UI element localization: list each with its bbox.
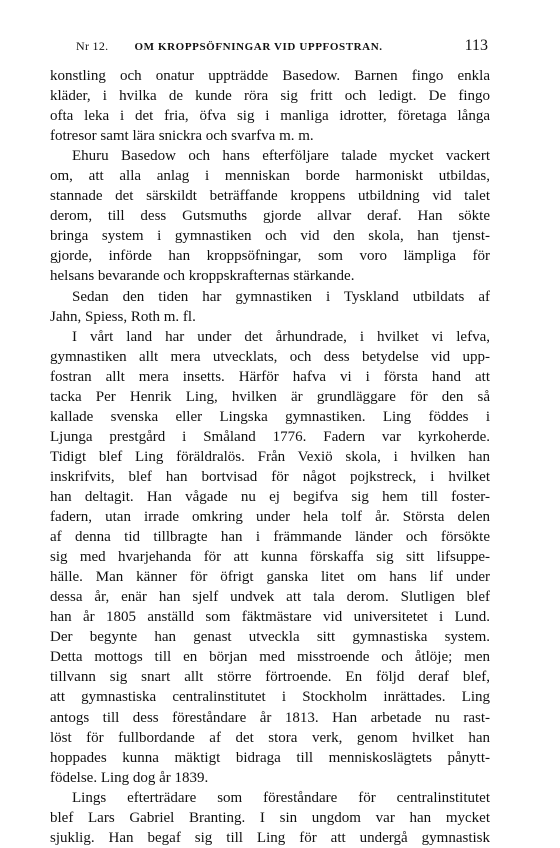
page-number: 113: [464, 37, 488, 54]
text-line: helsans bevarande och kroppskrafternas stärkande.: [50, 268, 355, 285]
text-line: Tidigt blef Ling föräldralös. Från Vexiö skola, i hvilken han: [50, 448, 490, 465]
text-line: hälle. Man känner för öfrigt ganska litet om hans lif under: [50, 569, 490, 586]
text-line: kallade svenska eller Lingska gymnastiken. Ling föddes i: [50, 408, 490, 425]
running-header: [76, 37, 488, 59]
running-title: OM KROPPSÖFNINGAR VID UPPFOSTRAN.: [134, 41, 383, 53]
text-line: stannade det särskildt beträffande kroppens utbildning vid talet: [50, 188, 490, 205]
text-line: sjuklig. Han begaf sig till Ling för att undergå gymnastisk: [50, 829, 490, 846]
text-line: bringa system i gymnastiken och vid den skola, han tjenst-: [50, 228, 490, 245]
text-line: antogs till dess föreståndare år 1813. Han arbetade nu rast-: [50, 709, 490, 726]
text-line: blef Lars Gabriel Branting. I sin ungdom var han mycket: [50, 809, 490, 826]
text-line: hoppades kunna mäktigt bidraga till menniskoslägtets pånytt-: [50, 749, 490, 766]
text-line: att gymnastiska centralinstitutet i Stockholm inrättades. Ling: [50, 689, 490, 706]
text-line: tacka Per Henrik Ling, hvilken är grundläggare för den så: [50, 388, 490, 405]
text-line: dessa år, enär han sjelf undvek att tala derom. Slutligen blef: [50, 589, 490, 606]
text-line: han år 1805 anställd som fäktmästare vid universitetet i Lund.: [50, 609, 490, 626]
text-line: fostran allt mera insetts. Härför hafva vi i första hand att: [50, 368, 490, 385]
text-line: ofta leka i det fria, öfva sig i manliga idrotter, företaga långa: [50, 108, 490, 125]
text-line: han deltagit. Han vågade nu ej begifva sig hem till foster-: [50, 488, 490, 505]
text-line: gymnastiken allt mera utvecklats, och dess betydelse vid upp-: [50, 348, 490, 365]
text-line: om, att alla anlag i menniskan borde harmoniskt utbildas,: [50, 168, 490, 185]
text-line: fadern, utan irrade omkring under hela tolf år. Största delen: [50, 509, 490, 526]
text-line: Jahn, Spiess, Roth m. fl.: [50, 308, 196, 325]
text-line: Ehuru Basedow och hans efterföljare talade mycket vackert: [72, 148, 490, 165]
text-line: Der begynte han genast utveckla sitt gymnastiska system.: [50, 629, 490, 646]
text-line: af denna tid tillbragte han i främmande länder och försökte: [50, 529, 490, 546]
text-line: löst för fullbordande af det stora verk, genom hvilket han: [50, 729, 490, 746]
text-line: gjorde, införde han kroppsöfningar, som voro lämpliga för: [50, 248, 490, 265]
text-line: fotresor samt lära snickra och svarfva m. m.: [50, 128, 314, 145]
text-line: tillvann sig snart allt större förtroende. En följd deraf blef,: [50, 669, 490, 686]
body-text: [50, 66, 490, 848]
text-line: födelse. Ling dog år 1839.: [50, 769, 209, 786]
text-line: konstling och onatur uppträdde Basedow. Barnen fingo enkla: [50, 68, 490, 84]
text-line: Ljunga prestgård i Småland 1776. Fadern var kyrkoherde.: [50, 428, 490, 445]
text-line: Detta mottogs till en början med misstroende och åtlöje; men: [50, 649, 490, 666]
text-line: Lings efterträdare som föreståndare för centralinstitutet: [72, 789, 490, 806]
text-line: kläder, i hvilka de kunde röra sig fritt och ledigt. De fingo: [50, 88, 490, 105]
text-line: I vårt land har under det århundrade, i hvilket vi lefva,: [72, 328, 490, 345]
text-line: sig med hvarjehanda för att kunna förskaffa sig sitt lifsuppe-: [50, 549, 490, 566]
text-line: Sedan den tiden har gymnastiken i Tyskland utbildats af: [72, 288, 490, 305]
section-number: Nr 12.: [76, 39, 109, 53]
text-line: derom, till dess Gutsmuths gjorde allvar deraf. Han sökte: [50, 208, 490, 225]
text-line: inskrifvits, blef han bortvisad för något pojkstreck, i hvilket: [50, 468, 490, 485]
